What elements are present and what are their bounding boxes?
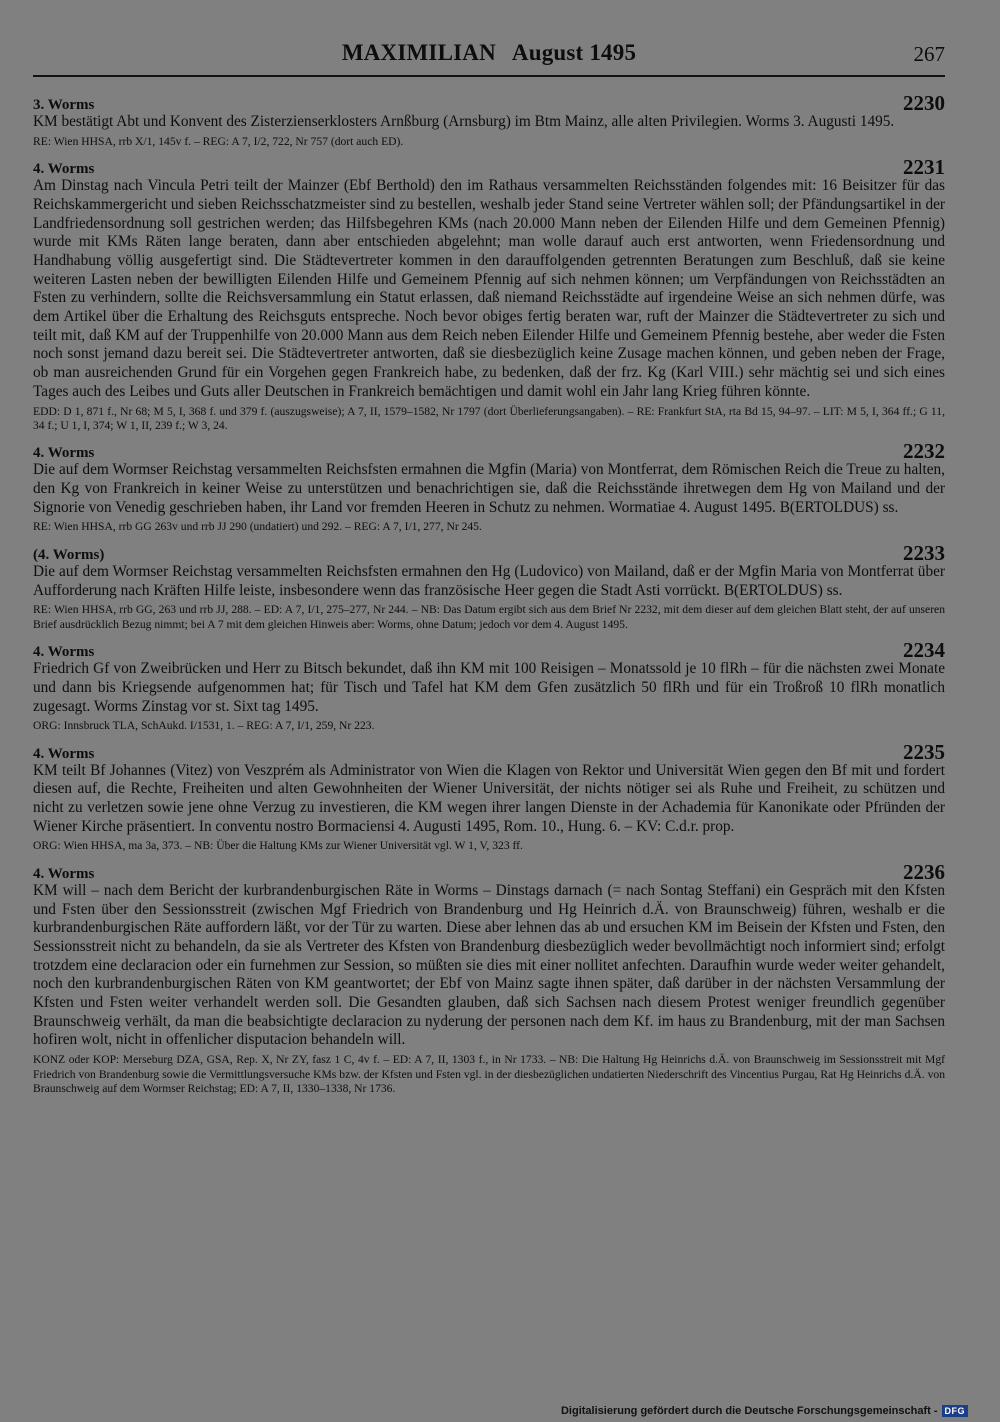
- running-title: [33, 40, 945, 66]
- regest-entry: [33, 740, 945, 854]
- entry-sources: EDD: D 1, 871 f., Nr 68; M 5, I, 368 f. und 379 f. (auszugsweise); A 7, II, 1579–1582, Nr 1797 (dort Überlieferungsangaben). – RE: Frankfurt StA, rta Bd 15, 94–97. – LIT: M 5, I, 364 ff.; G 11, 34 f.; U 1, I, 374; W 1, II, 239 f.; W 3, 24.: [33, 404, 945, 432]
- page-content: [33, 40, 945, 1096]
- page-footer: [561, 1405, 968, 1417]
- entry-date-place: (4. Worms): [33, 546, 105, 563]
- entry-header: [33, 541, 945, 563]
- title-name: MAXIMILIAN: [341, 40, 496, 65]
- entry-number: 2231: [903, 155, 945, 180]
- regest-entry: [33, 541, 945, 632]
- regest-entry: [33, 638, 945, 734]
- entry-text: Die auf dem Wormser Reichstag versammelten Reichsfsten ermahnen den Hg (Ludovico) von Mailand, daß er der Mgfin Maria von Montferrat über Aufforderung nach Kräften Hilfe leiste, insbesondere wenn das französische Heer gegen die Stadt Asti vorrückt. B(ERTOLDUS) ss.: [33, 562, 945, 599]
- regest-entry: [33, 91, 945, 149]
- regest-entry: [33, 860, 945, 1097]
- entry-date-place: 4. Worms: [33, 644, 95, 661]
- entry-sources: RE: Wien HHSA, rrb X/1, 145v f. – REG: A 7, I/2, 722, Nr 757 (dort auch ED).: [33, 134, 404, 148]
- entry-number: 2232: [903, 439, 945, 464]
- entry-sources: RE: Wien HHSA, rrb GG 263v und rrb JJ 290 (undatiert) und 292. – REG: A 7, I/1, 277, Nr 245.: [33, 520, 482, 534]
- entry-number: 2234: [903, 638, 945, 663]
- entry-sources: KONZ oder KOP: Merseburg DZA, GSA, Rep. X, Nr ZY, fasz 1 C, 4v f. – ED: A 7, II, 1303 f., in Nr 1733. – NB: Die Haltung Hg Heinrichs d.Ä. von Braunschweig im Sessionsstreit mit Mgf Friedrich von Brandenburg sowie die Vermittlungsversuche KMs bzw. der Kfsten und Fsten vgl. in der diesbezüglichen undatierten Niederschrift des Vincentius Purgau, Rat Hg Heinrichs d.Ä. von Braunschweig auf dem Wormser Reichstag; ED: A 7, II, 1330–1338, Nr 1736.: [33, 1053, 945, 1095]
- entry-header: [33, 740, 945, 762]
- regest-entry: [33, 439, 945, 535]
- dfg-logo-icon: DFG: [942, 1405, 969, 1417]
- entry-header: [33, 860, 945, 882]
- entry-text: Friedrich Gf von Zweibrücken und Herr zu Bitsch bekundet, daß ihn KM mit 100 Reisigen – Monatssold je 10 flRh – für die nächsten zwei Monate und dann bis Kriegsende aufgenommen hat; für Tisch und Tafel hat KM dem Gfen zusätzlich 50 flRh und für ein Troßroß 10 flRh monatlich zugesagt. Worms Zinstag vor st. Sixt tag 1495.: [33, 660, 945, 715]
- entry-date-place: 4. Worms: [33, 445, 95, 462]
- entry-sources: ORG: Innsbruck TLA, SchAukd. I/1531, 1. – REG: A 7, I/1, 259, Nr 223.: [33, 719, 375, 733]
- page-header: [33, 40, 945, 74]
- entry-text: Die auf dem Wormser Reichstag versammelten Reichsfsten ermahnen die Mgfin (Maria) von Montferrat, dem Römischen Reich die Treue zu halten, den Kg von Frankreich in keiner Weise zu unterstützen und benachrichtigen sie, daß die Reichsstände ihretwegen dem Hg von Mailand und der Signorie von Venedig geschrieben haben, ihr Land vor fremden Heeren in Schutz zu nehmen. Wormatiae 4. August 1495. B(ERTOLDUS) ss.: [33, 461, 945, 516]
- entry-header: [33, 155, 945, 180]
- footer-text: Digitalisierung gefördert durch die Deutsche Forschungsgemeinschaft -: [560, 1405, 938, 1417]
- entry-text: KM teilt Bf Johannes (Vitez) von Veszprém als Administrator von Wien die Klagen von Rektor und Universität Wien gegen den Bf mit und fordert diesen auf, die Rechte, Freiheiten und alten Gewohnheiten der Wiener Universität, der nichts nötiger sei als Ruhe und Freiheit, zu schützen und nicht zu verletzen sowie jene ohne Verzug zu investieren, die KM wegen ihrer langen Dienste in der Achademia für Kanonikate oder Pfründen der Wiener Kirche präsentiert. In conventu nostro Bormaciensi 4. Augusti 1495, Rom. 10., Hung. 6. – KV: C.d.r. prop.: [33, 761, 945, 835]
- entry-text: KM bestätigt Abt und Konvent des Zisterzienserklosters Arnßburg (Arnsburg) im Btm Mainz, alle alten Privilegien. Worms 3. Augusti 1495.: [33, 113, 895, 130]
- entry-number: 2230: [903, 91, 945, 115]
- entry-text: Am Dinstag nach Vincula Petri teilt der Mainzer (Ebf Berthold) den im Rathaus versammelten Reichsständen folgendes mit: 16 Beisitzer für das Reichskammergericht und sieben Reichsschatzmeister sind zu bestellen, weshalb jeder Stand seine Vertreter wählen soll; der Pfändungsartikel in der Landfriedensordnung soll gestrichen werden; das Hilfsbegehren KMs (nach 20.000 Mann neben der Eilenden Hilfe und dem Gemeinen Pfennig) wurde mit KMs Räten lange beraten, dann aber entschieden abgelehnt; man wolle darauf auch erst antworten, wenn Friedensordnung und Handhabung völlig ausgefertigt sind. Die Städtevertreter kommen in den darauffolgenden getrennten Beratungen zum Beschluß, daß sie keine weiteren Lasten neben der bewilligten Eilenden Hilfe und Gemeinem Pfennig auf sich nehmen können; um Verpfändungen von Reichsstädten an Fsten zu verhindern, sollte die Reichsversammlung ein Statut erlassen, daß niemand Reichsstädte auf irgendeine Weise an sich nehmen dürfe, was dem Artikel über die Erhaltung des Reichsguts entspreche. Noch bevor obiges fertig beraten war, ruft der Mainzer die Städtevertreter zu sich und teilt mit, daß KM auf der Truppenhilfe von 20.000 Mann aus dem Reich neben Eilender Hilfe und Gemeinem Pfennig bestehe, aber weder die Fsten noch sonst jemand dazu bereit sei. Die Städtevertreter antworten, daß sie diesbezüglich keine Zusage machen können, und geben neben der Frage, ob man ausreichenden Grund für ein Vorgehen gegen Frankreich habe, zu bedenken, daß der frz. Kg (Karl VIII.) sehr mächtig sei und sich eines Tages auch des Leibes und Guts aller Deutschen in Frankreich bemächtigen und damit wohl ein Jahr lang Krieg führen könnte.: [33, 177, 945, 400]
- title-date: August 1495: [511, 40, 637, 65]
- entry-date-place: 4. Worms: [33, 745, 95, 762]
- entry-header: [33, 638, 945, 663]
- entry-number: 2233: [903, 540, 945, 565]
- entry-date-place: 4. Worms: [33, 161, 95, 178]
- entry-date-place: 4. Worms: [33, 865, 95, 882]
- entry-header: [33, 439, 945, 464]
- regest-entry: [33, 155, 945, 433]
- page-number: 267: [913, 42, 945, 66]
- entry-text: KM will – nach dem Bericht der kurbrandenburgischen Räte in Worms – Dinstags darnach (= nach Sontag Steffani) ein Gespräch mit den Kfsten und Fsten über den Sessionsstreit (zwischen Mgf Friedrich von Brandenburg und Hg Heinrich d.Ä. von Braunschweig) führen, weshalb er die kurbrandenburgischen Räte auffordern läßt, vor der Tür zu warten. Diese aber lehnen das ab und ersuchen KM im Beisein der Kfsten und Fsten, den Sessionsstreit nicht zu behandeln, da sie als Vertreter des Kfsten von Brandenburg diesbezüglich weder bevollmächtigt noch informiert sind; erfolgt trotzdem eine declaracion oder ein furnehmen zur Session, so müßten sie dies mit einer nollitet anfechten. Daraufhin wurde weder weiter gehandelt, noch den kurbrandenburgischen Räten von KM geantwortet; der Ebf von Mainz sagte ihnen später, daß darüber in der nächsten Versammlung der Kfsten und Fsten weiter verhandelt werden soll. Die Gesandten glauben, daß sich Sachsen nach diesem Protest weniger freundlich gegenüber Braunschweig verhält, da man die beabsichtigte declaracion zu nyderung der personen nach dem Kf. im haus zu Brandenburg, mit der man Sachsen hofiren wolt, nicht in offenlicher disputacion behandeln will.: [33, 881, 945, 1049]
- regest-list: [33, 91, 945, 1096]
- entry-number: 2235: [903, 739, 945, 764]
- entry-date-place: 3. Worms: [33, 97, 95, 113]
- entry-header: [33, 91, 945, 113]
- entry-sources: ORG: Wien HHSA, ma 3a, 373. – NB: Über die Haltung KMs zur Wiener Universität vgl. W 1, V, 323 ff.: [33, 839, 523, 853]
- header-rule: [33, 75, 945, 77]
- entry-number: 2236: [903, 859, 945, 884]
- entry-sources: RE: Wien HHSA, rrb GG, 263 und rrb JJ, 288. – ED: A 7, I/1, 275–277, Nr 244. – NB: Das Datum ergibt sich aus dem Brief Nr 2232, mit dem dieser auf dem gleichen Blatt steht, der auf unseren Brief ausdrücklich Bezug nimmt; bei A 7 mit dem gleichen Hinweis aber: Worms, ohne Datum; jedoch vor dem 4. August 1495.: [33, 603, 945, 631]
